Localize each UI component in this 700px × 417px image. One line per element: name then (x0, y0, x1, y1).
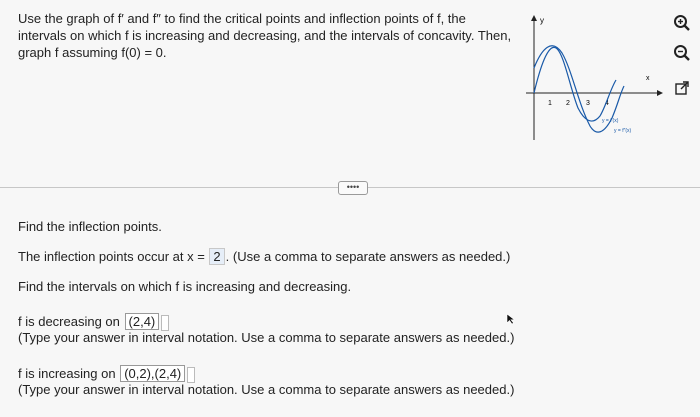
decreasing-prefix: f is decreasing on (18, 314, 120, 329)
decreasing-answer-row (18, 313, 169, 331)
external-link-icon (674, 80, 690, 96)
inflection-suffix: . (Use a comma to separate answers as needed.) (225, 249, 511, 264)
increasing-cursor (187, 367, 195, 383)
increasing-answer-row (18, 365, 195, 383)
monotonic-heading: Find the intervals on which f is increasing and decreasing. (18, 279, 352, 294)
question-line-3: graph f assuming f(0) = 0. (18, 45, 167, 60)
inflection-answer-row (18, 248, 510, 265)
open-in-new-window-button[interactable] (672, 78, 692, 98)
inflection-prefix: The inflection points occur at x = (18, 249, 205, 264)
curve-2-label: y = f″(x) (614, 128, 632, 134)
expand-more-button[interactable]: •••• (338, 181, 368, 195)
increasing-answer-field[interactable]: (0,2),(2,4) (120, 365, 185, 382)
decreasing-answer-field[interactable]: (2,4) (125, 313, 160, 330)
tick-label-1: 1 (548, 100, 552, 107)
inflection-heading: Find the inflection points. (18, 219, 162, 234)
zoom-out-icon (673, 44, 691, 62)
question-line-1: Use the graph of f′ and f″ to find the critical points and inflection points of f, the (18, 11, 466, 26)
y-axis-label: y (540, 16, 544, 25)
mouse-pointer-icon (506, 312, 516, 330)
graph-svg (520, 8, 670, 143)
zoom-in-button[interactable] (672, 13, 692, 33)
zoom-in-icon (673, 14, 691, 32)
tick-label-4: 4 (605, 100, 609, 107)
curve-1-label: y = f′(x) (602, 118, 619, 124)
tick-label-2: 2 (566, 100, 570, 107)
increasing-hint: (Type your answer in interval notation. Use a comma to separate answers as needed.) (18, 382, 515, 397)
function-graph (520, 8, 670, 143)
question-line-2: intervals on which f is increasing and decreasing, and the intervals of concavity. Then, (18, 28, 512, 43)
tick-label-3: 3 (586, 100, 590, 107)
inflection-answer-field[interactable]: 2 (209, 248, 224, 265)
f-prime-curve (534, 47, 616, 121)
decreasing-hint: (Type your answer in interval notation. Use a comma to separate answers as needed.) (18, 330, 515, 345)
increasing-prefix: f is increasing on (18, 366, 116, 381)
zoom-out-button[interactable] (672, 43, 692, 63)
decreasing-cursor (161, 315, 169, 331)
question-text (18, 10, 518, 61)
x-axis-label: x (646, 75, 650, 82)
